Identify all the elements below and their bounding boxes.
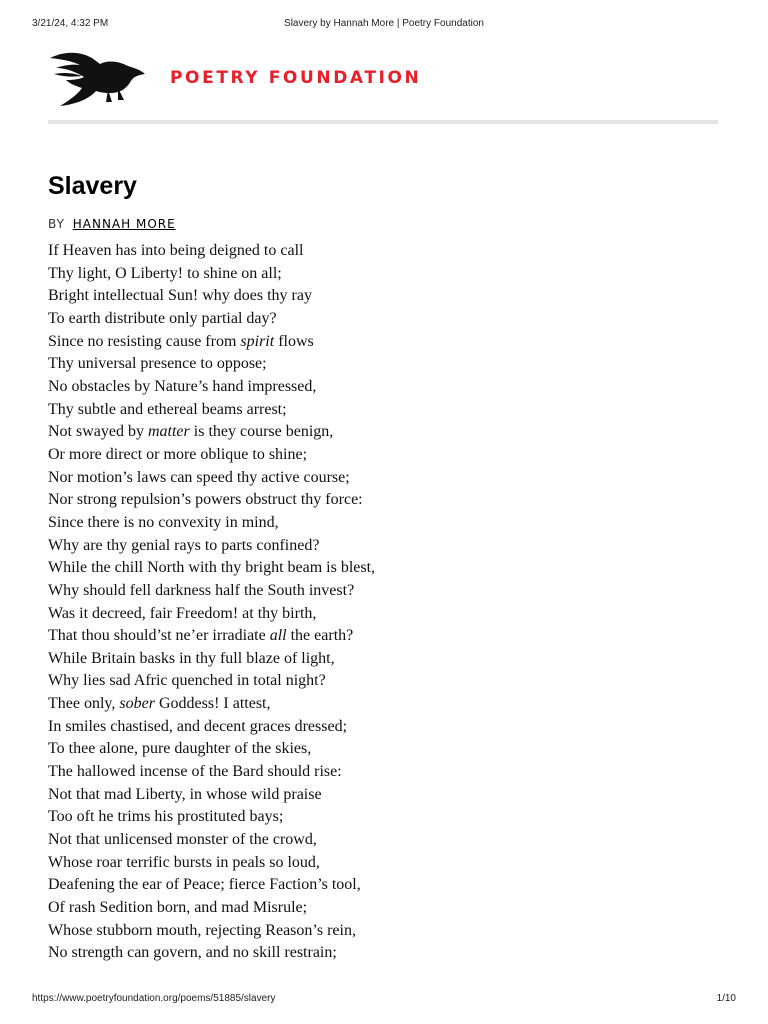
poem-line-text: Deafening the ear of Peace; fierce Faction’s tool, — [48, 876, 361, 894]
poem-line-text: No obstacles by Nature’s hand impressed, — [48, 377, 317, 395]
poem-line-text: Thee only, — [48, 695, 120, 713]
poem-line — [48, 806, 728, 829]
poem-line-text: Goddess! I attest, — [154, 695, 271, 713]
header-divider — [48, 120, 718, 124]
poem-line — [48, 308, 728, 331]
poem-line — [48, 784, 728, 807]
poem-line — [48, 285, 728, 308]
poem-line — [48, 920, 728, 943]
poem-line-text: Nor motion’s laws can speed thy active course; — [48, 468, 350, 486]
poem-line-text: Why are thy genial rays to parts confined? — [48, 536, 320, 554]
site-name: POETRY FOUNDATION — [170, 68, 422, 88]
poem-line-text: Or more direct or more oblique to shine; — [48, 445, 308, 463]
site-logo[interactable] — [48, 46, 448, 110]
poem-line — [48, 738, 728, 761]
poem-line-text: Whose stubborn mouth, rejecting Reason’s rein, — [48, 921, 356, 939]
poem-line — [48, 670, 728, 693]
poem-line — [48, 263, 728, 286]
poem-line-italic: sober — [119, 695, 155, 713]
poem-line — [48, 852, 728, 875]
poem-line-text: To thee alone, pure daughter of the skies, — [48, 740, 312, 758]
poem-line-text: Not that unlicensed monster of the crowd, — [48, 831, 317, 849]
poem-line-text: Thy subtle and ethereal beams arrest; — [48, 400, 287, 418]
poem-line — [48, 829, 728, 852]
poem-line-italic: matter — [147, 423, 190, 441]
print-page-title: Slavery by Hannah More | Poetry Foundation — [284, 18, 484, 29]
poem-line — [48, 444, 728, 467]
poem-line — [48, 353, 728, 376]
bird-logo-icon — [48, 46, 146, 108]
poem-line — [48, 716, 728, 739]
poem-line — [48, 376, 728, 399]
poem-body — [48, 240, 728, 965]
poem-line-text: No strength can govern, and no skill restrain; — [48, 944, 337, 962]
poem-line-text: Since no resisting cause from — [48, 332, 241, 350]
poem-line — [48, 399, 728, 422]
poem-line-text: Was it decreed, fair Freedom! at thy birth, — [48, 604, 317, 622]
poem-line-text: Since there is no convexity in mind, — [48, 513, 279, 531]
poem-line-text: While the chill North with thy bright beam is blest, — [48, 559, 376, 577]
poem-line-text: Bright intellectual Sun! why does thy ray — [48, 287, 312, 305]
poem-line-text: That thou should’st ne’er irradiate — [48, 627, 270, 645]
poem-line — [48, 942, 728, 965]
poem-line-text: If Heaven has into being deigned to call — [48, 242, 304, 259]
poem-line-text: the earth? — [286, 627, 354, 645]
poem-line — [48, 240, 728, 263]
poem-line-text: Thy universal presence to oppose; — [48, 355, 267, 373]
poem-line-text: While Britain basks in thy full blaze of light, — [48, 649, 335, 667]
poem-line — [48, 874, 728, 897]
page-number: 1/10 — [716, 993, 736, 1004]
poem-line-text: In smiles chastised, and decent graces dressed; — [48, 717, 348, 735]
poem-line-text: is they course benign, — [189, 423, 334, 441]
print-url: https://www.poetryfoundation.org/poems/51885/slavery — [32, 993, 276, 1004]
poem-line — [48, 489, 728, 512]
poem-line — [48, 535, 728, 558]
poem-line — [48, 648, 728, 671]
poem-line-italic: all — [269, 627, 287, 645]
poem-line-text: flows — [274, 332, 314, 350]
poem-line-text: Of rash Sedition born, and mad Misrule; — [48, 899, 308, 917]
poem-line-text: Nor strong repulsion’s powers obstruct thy force: — [48, 491, 363, 509]
poem-line — [48, 761, 728, 784]
print-datetime: 3/21/24, 4:32 PM — [32, 18, 109, 29]
poem-line — [48, 897, 728, 920]
poem-line-text: Whose roar terrific bursts in peals so loud, — [48, 853, 320, 871]
poem-line-text: To earth distribute only partial day? — [48, 309, 277, 327]
poem-line-italic: spirit — [240, 332, 275, 350]
poem-line — [48, 693, 728, 716]
byline — [48, 217, 176, 231]
poem-line — [48, 467, 728, 490]
poem-title: Slavery — [48, 172, 137, 200]
poem-line — [48, 580, 728, 603]
poem-line — [48, 512, 728, 535]
poem-line — [48, 557, 728, 580]
poem-line-text: Too oft he trims his prostituted bays; — [48, 808, 284, 826]
poem-line — [48, 421, 728, 444]
poem-line — [48, 331, 728, 354]
author-link[interactable]: HANNAH MORE — [72, 217, 176, 231]
poem-line-text: Why should fell darkness half the South invest? — [48, 581, 355, 599]
poem-line-text: Not swayed by — [48, 423, 148, 441]
by-label: BY — [48, 217, 65, 231]
poem-line-text: Thy light, O Liberty! to shine on all; — [48, 264, 282, 282]
poem-line — [48, 603, 728, 626]
poem-line — [48, 625, 728, 648]
poem-line-text: The hallowed incense of the Bard should rise: — [48, 763, 342, 781]
poem-line-text: Not that mad Liberty, in whose wild praise — [48, 785, 322, 803]
poem-line-text: Why lies sad Afric quenched in total night? — [48, 672, 326, 690]
